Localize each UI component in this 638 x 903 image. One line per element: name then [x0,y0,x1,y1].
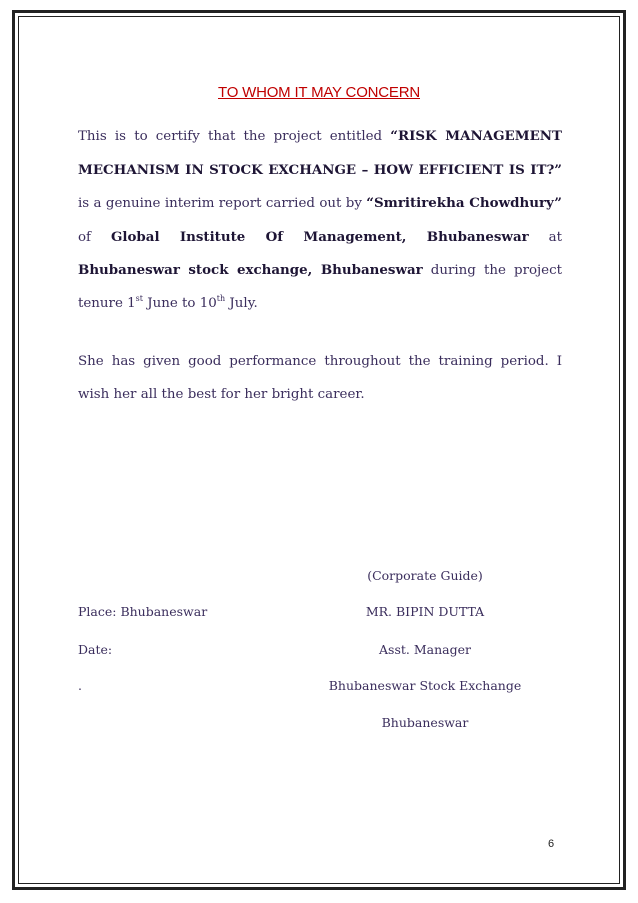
institute-name: Global Institute Of Management, Bhubaneswar [110,228,529,245]
project-title: “RISK MANAGEMENT MECHANISM IN STOCK EXCHANGE – HOW EFFICIENT IS IT?” [78,128,562,178]
signature-role: (Corporate Guide) [367,568,483,583]
place-label: Place: Bhubaneswar [78,604,208,619]
document-heading: TO WHOM IT MAY CONCERN [218,84,420,101]
remarks-paragraph: She has given good performance throughout the training period. I wish her all the best for her bright career. [78,354,562,402]
text-segment: at [528,229,562,245]
student-name: “Smritirekha Chowdhury” [366,195,562,211]
organization-name: Bhubaneswar stock exchange, Bhubaneswar [78,262,423,278]
signatory-name: MR. BIPIN DUTTA [365,604,485,619]
ordinal-suffix: th [216,293,226,303]
certificate-paragraph [78,120,562,320]
signatory-city: Bhubaneswar [381,715,469,730]
date-label: Date: [78,642,113,657]
text-segment: is a genuine interim report carried out by [78,196,367,211]
text-segment: July. [225,295,258,311]
text-segment: during the project tenure 1 [78,263,562,311]
page-number: 6 [548,838,555,850]
signatory-company: Bhubaneswar Stock Exchange [328,678,522,693]
text-segment: of [78,229,111,245]
signatory-designation: Asst. Manager [379,642,471,657]
text-segment: June to 10 [142,295,217,311]
text-segment: This is to certify that the project entitled [78,129,391,144]
ordinal-suffix: st [135,293,143,303]
stray-dot: . [78,678,82,693]
